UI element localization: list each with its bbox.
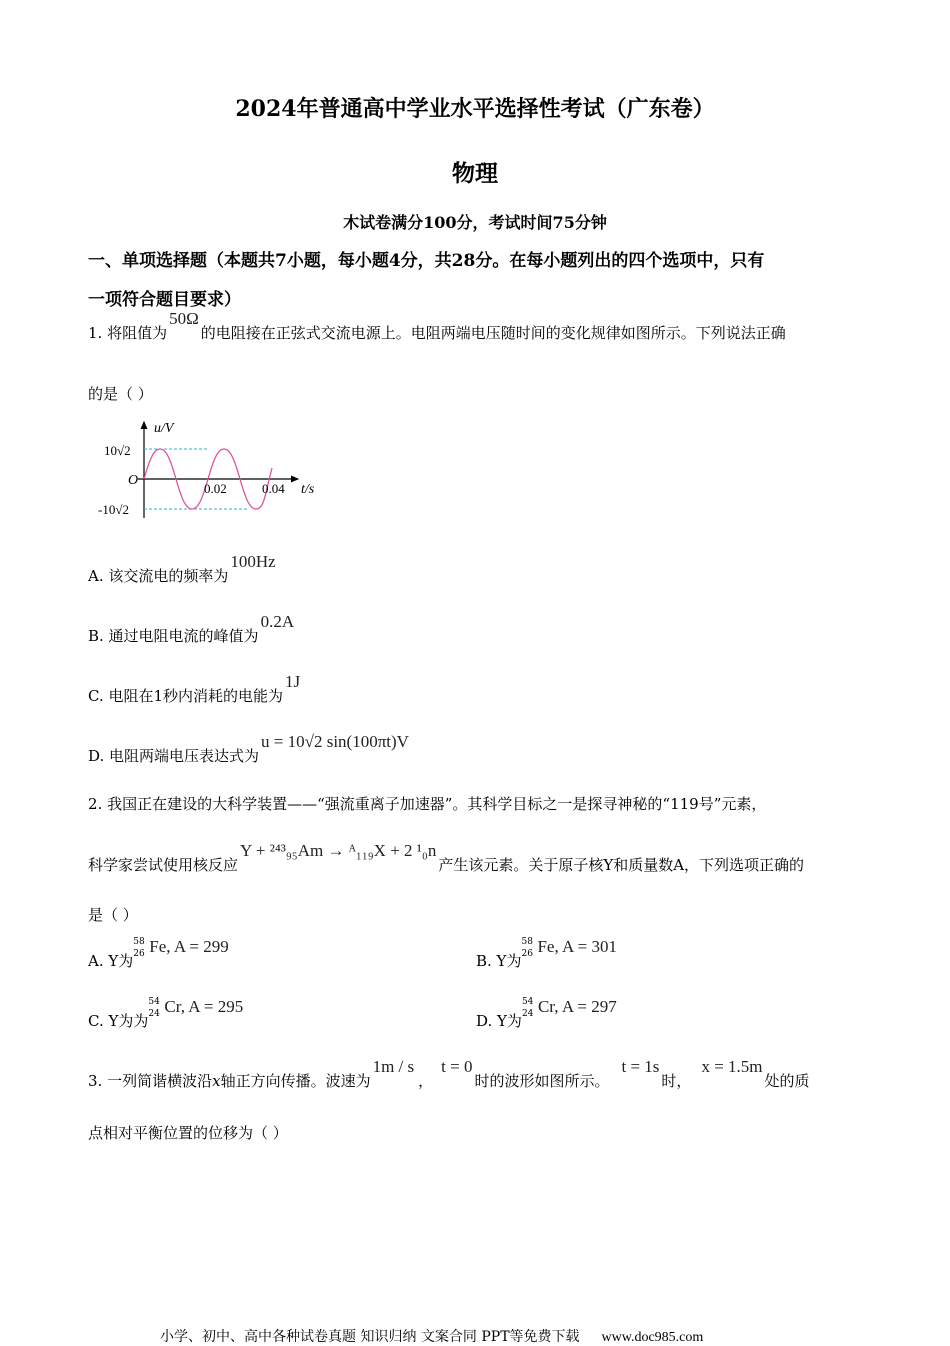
footer [160, 1326, 703, 1346]
q1-option-a[interactable]: A. 该交流电的频率为100Hz [88, 552, 276, 585]
q2-option-a[interactable]: A. Y为 58 26 Fe, A = 299 [88, 937, 229, 970]
q2-option-d[interactable]: D. Y为 54 24 Cr, A = 297 [476, 997, 617, 1030]
x-tick-0.04: 0.04 [262, 481, 285, 496]
q2-option-c[interactable]: C. Y为为 54 24 Cr, A = 295 [88, 997, 244, 1030]
y-max-label: 10√2 [104, 443, 131, 458]
x-axis-label: t/s [301, 482, 315, 497]
exam-info: 木试卷满分100分，考试时间75分钟 [343, 213, 607, 232]
y-axis-label: u/V [154, 421, 174, 436]
y-min-label: -10√2 [98, 502, 129, 517]
q1-option-d[interactable]: D. 电阻两端电压表达式为u = 10√2 sin(100πt)V [88, 732, 409, 765]
q1-option-c[interactable]: C. 电阻在1秒内消耗的电能为1J [88, 672, 301, 705]
q2-reaction-math: Y + ²⁴³₉₅Am → ᴬ₁₁₉X + 2 ¹₀n [240, 841, 437, 860]
q1-option-b[interactable]: B. 通过电阻电流的峰值为0.2A [88, 612, 295, 645]
q2-stem-line1: 2. 我国正在建设的大科学装置——“强流重离子加速器”。其科学目标之一是探寻神秘的“119号”元素， [88, 795, 767, 813]
q1-stem-line2: 的是（ ） [88, 385, 153, 403]
section-heading-line1: 一、单项选择题（本题共7小题，每小题4分，共28分。在每小题列出的四个选项中，只有 [88, 251, 765, 271]
subject-title: 物理 [452, 160, 498, 187]
q2-option-b[interactable]: B. Y为 58 26 Fe, A = 301 [476, 937, 617, 970]
q3-stem-line1: 3. 一列简谐横波沿x轴正方向传播。波速为1m / s，t = 0时的波形如图所示。t = 1s时，x = 1.5m处的质 [88, 1057, 810, 1090]
footer-text: 小学、初中、高中各种试卷真题 知识归纳 文案合同 PPT等免费下载 [160, 1329, 580, 1345]
q1-stem-line1: 1. 将阻值为50Ω的电阻接在正弦式交流电源上。电阻两端电压随时间的变化规律如图所示。下列说法正确 [88, 309, 786, 342]
exam-title: 2024年普通高中学业水平选择性考试（广东卷） [235, 96, 715, 122]
x-tick-0.02: 0.02 [204, 481, 227, 496]
q2-stem-line2: 科学家尝试使用核反应Y + ²⁴³₉₅Am → ᴬ₁₁₉X + 2 ¹₀n产生该元素。关于原子核Y和质量数A，下列选项正确的 [88, 841, 805, 874]
q3-stem-line2: 点相对平衡位置的位移为（ ） [88, 1124, 288, 1142]
footer-url[interactable]: www.doc985.com [601, 1330, 704, 1345]
q1-voltage-graph [98, 418, 318, 522]
q1-resistance-math: 50Ω [169, 309, 199, 328]
origin-label: O [128, 473, 139, 488]
section-heading-line2: 一项符合题目要求） [88, 290, 241, 310]
q2-stem-line3: 是（ ） [88, 906, 138, 924]
